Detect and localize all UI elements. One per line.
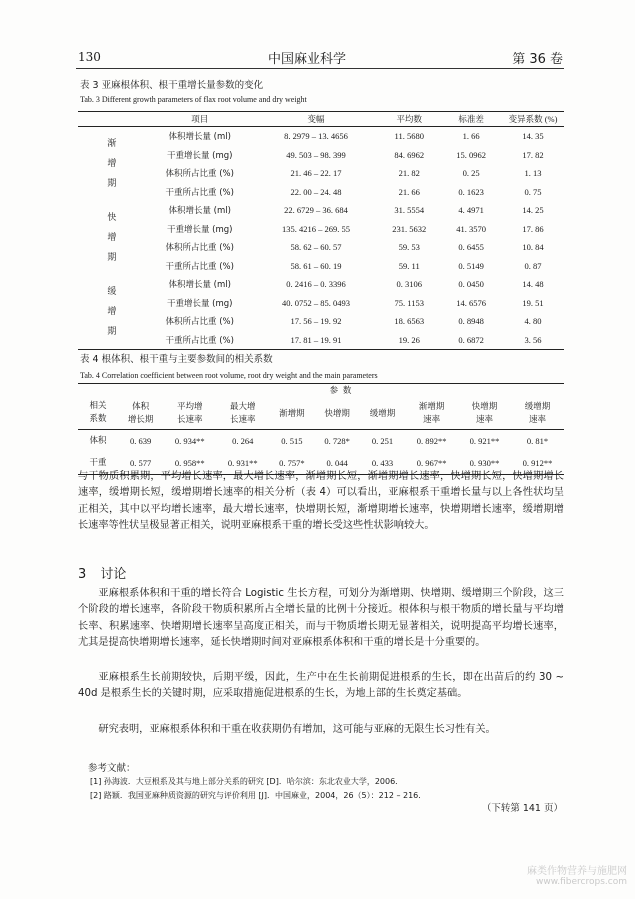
table4-header-cell: 渐增期	[269, 399, 314, 430]
table-cell: 17. 56 – 19. 92	[290, 316, 342, 327]
table-cell: 49. 503 – 98. 399	[286, 149, 346, 160]
table-cell: 体积所占比重 (%)	[165, 169, 234, 180]
continued-note: （下转第 141 页）	[481, 803, 563, 814]
table-row	[78, 146, 564, 165]
table-cell: 0. 81*	[526, 436, 549, 446]
table3-header-cell: 标准差	[440, 112, 502, 127]
table-cell: 0. 2416 – 0. 3396	[286, 279, 346, 290]
reference-item: [2] 路颖．我国亚麻种质资源的研究与评价利用 [J]．中国麻业，2004，26（5）：212 – 216．	[90, 791, 427, 800]
table-cell: 21. 82	[398, 168, 420, 179]
table-cell: 14. 6576	[456, 297, 487, 308]
table3-header-cell: 变异系数 (%)	[502, 112, 564, 127]
table-cell: 0. 728*	[324, 436, 350, 446]
journal-title: 中国麻业科学	[268, 52, 347, 67]
watermark-url: www.fibercrops.com	[536, 877, 627, 887]
table-cell: 17. 82	[522, 149, 544, 160]
table-cell: 15. 0962	[456, 149, 487, 160]
table-cell: 19. 26	[398, 334, 420, 345]
table-cell: 1. 13	[524, 168, 542, 179]
table-cell: 干重增长量 (mg)	[166, 150, 233, 161]
discussion-paragraph	[78, 586, 564, 652]
paragraph-text: 亚麻根系体积和干重的增长符合 Logistic 生长方程，可划分为渐增期、快增期、缓增期三个阶段，这三个阶段的增长速率，各阶段干物质积累所占全增长量的比例十分接近。根体积与根干物质的增长量与平均增长率、积累速率、快增期增长速率呈高度正相关，而与干物质增长期无显著相关，说明提高平均增长速率，尤其是提高快增期增长速率，延长快增期时间对亚麻根系体积和干重的增长是十分重要的。	[78, 588, 564, 649]
table-cell: 0. 931**	[227, 458, 258, 468]
table-cell: 干重增长量 (mg)	[166, 224, 233, 235]
table-cell: 0. 577	[130, 458, 152, 468]
table-cell: 58. 61 – 60. 19	[290, 260, 342, 271]
table4-header-cell: 快增期	[315, 399, 360, 430]
reference-item: [1] 孙海波．大豆根系及其与地上部分关系的研究 [D]．哈尔滨：东北农业大学，2006．	[90, 777, 404, 786]
table3-header-cell: 变幅	[254, 112, 379, 127]
paragraph-text: 亚麻根系生长前期较快，后期平缓，因此，生产中在生长前期促进根系的生长，即在出苗后的约 30 ~ 40d 是根系生长的关键时期，应采取措施促进根系的生长，为地上部的生长奠定基础。	[78, 672, 564, 700]
table-cell: 21. 66	[398, 186, 420, 197]
table-cell: 10. 84	[522, 242, 544, 253]
table-cell: 体积增长量 (ml)	[168, 206, 231, 217]
table-cell: 0. 75	[524, 186, 542, 197]
table-cell: 11. 5680	[394, 131, 424, 142]
table-cell: 0. 892**	[416, 436, 447, 446]
table4-caption-zh: 表 4 根体积、根干重与主要参数间的相关系数	[80, 354, 273, 365]
section-number: 3	[78, 567, 87, 582]
table-cell: 0. 0450	[458, 279, 484, 290]
table-row	[78, 312, 564, 331]
table-cell: 0. 1623	[458, 186, 484, 197]
watermark-text: 麻类作物营养与施肥网	[527, 866, 627, 877]
table-cell: 75. 1153	[394, 297, 424, 308]
table-cell: 18. 6563	[394, 316, 425, 327]
table-cell: 0. 934**	[174, 436, 205, 446]
table-cell: 4. 4971	[458, 205, 484, 216]
table-row	[78, 331, 564, 350]
table-cell: 0. 921**	[469, 436, 500, 446]
table-cell: 0. 25	[462, 168, 480, 179]
table-cell: 22. 00 – 24. 48	[290, 186, 342, 197]
table4-header-cell: 最大增 长速率	[216, 399, 269, 430]
table-cell: 0. 8948	[458, 316, 484, 327]
table-cell: 14. 35	[522, 131, 544, 142]
table-cell: 17. 86	[522, 223, 544, 234]
page-number: 130	[78, 50, 101, 64]
table3-header-cell: 项目	[146, 112, 254, 127]
table4-row-label: 体积	[89, 435, 107, 446]
table-cell: 8. 2979 – 13. 4656	[284, 131, 348, 142]
table-cell: 0. 967**	[416, 458, 447, 468]
table4-header-cell: 缓增期 速率	[511, 399, 564, 430]
table-row	[78, 127, 564, 146]
references-title: 参考文献：	[88, 763, 136, 774]
table-cell: 1. 66	[462, 131, 480, 142]
table-cell: 3. 56	[524, 334, 542, 345]
table4-header-cell: 快增期 速率	[458, 399, 511, 430]
table-cell: 31. 5554	[394, 205, 425, 216]
table-cell: 19. 51	[522, 297, 544, 308]
table4-header-cell: 体积 增长期	[118, 399, 163, 430]
table-cell: 干重增长量 (mg)	[166, 298, 233, 309]
table-row	[78, 220, 564, 239]
table-cell: 4. 80	[524, 316, 542, 327]
table4-header-cell: 缓增期	[360, 399, 405, 430]
table-cell: 体积所占比重 (%)	[165, 317, 234, 328]
table-row	[78, 238, 564, 257]
group-label: 渐 增 期	[107, 139, 117, 189]
table-row	[78, 275, 564, 294]
table-cell: 0. 930**	[469, 458, 500, 468]
table-cell: 0. 433	[371, 458, 394, 468]
table-cell: 0. 87	[524, 260, 542, 271]
table-cell: 0. 757*	[279, 458, 305, 468]
table-cell: 0. 912**	[522, 458, 553, 468]
table-cell: 21. 46 – 22. 17	[290, 168, 342, 179]
table-cell: 干重所占比重 (%)	[165, 335, 234, 346]
table-cell: 0. 6872	[458, 334, 484, 345]
table4	[78, 383, 564, 475]
table-cell: 0. 958**	[174, 458, 205, 468]
paragraph-text: 研究表明，亚麻根系体积和干重在收获期仍有增加，这可能与亚麻的无限生长习性有关。	[98, 724, 496, 735]
table-cell: 84. 6962	[394, 149, 425, 160]
table-cell: 0. 6455	[458, 242, 484, 253]
table-cell: 59. 53	[398, 242, 420, 253]
header-rule	[76, 68, 564, 69]
table-cell: 0. 5149	[458, 260, 484, 271]
table3-caption-en: Tab. 3 Different growth parameters of flax root volume and dry weight	[80, 95, 307, 104]
table-row	[78, 201, 564, 220]
table-cell: 体积所占比重 (%)	[165, 243, 234, 254]
table4-row-label: 干重	[89, 457, 107, 468]
table-cell: 0. 264	[232, 436, 254, 446]
table-cell: 0. 251	[371, 436, 394, 446]
table4-caption-en: Tab. 4 Correlation coefficient between root volume, root dry weight and the main parameters	[80, 371, 378, 380]
discussion-paragraph	[78, 722, 564, 738]
table4-span-header: 参 数	[329, 386, 353, 396]
table-row	[78, 257, 564, 276]
group-label: 缓 增 期	[107, 287, 117, 337]
table-cell: 59. 11	[398, 260, 420, 271]
group-label: 快 增 期	[107, 213, 117, 263]
table-cell: 体积增长量 (ml)	[168, 132, 231, 143]
paragraph-text: 与干物质积累期，平均增长速率，最大增长速率，渐增期长短，渐增期增长速率，快增期长短，快增期增长速率，缓增期长短，缓增期增长速率的相关分析（表 4）可以看出，亚麻根系干重增长量与以上各性状均呈正相关，其中以平均增长速率，最大增长速率，快增期长短，渐增期增长速率，快增期增长速率，缓增期增长速率等性状呈极显著正相关，说明亚麻根系干重的增长受这些性状影响较大。	[78, 471, 564, 532]
table-cell: 22. 6729 – 36. 684	[284, 205, 348, 216]
table-cell: 干重所占比重 (%)	[165, 261, 234, 272]
table3-header-cell	[78, 112, 146, 127]
table-cell: 0. 3106	[396, 279, 423, 290]
table-cell: 135. 4216 – 269. 55	[281, 223, 350, 234]
discussion-paragraph	[78, 670, 564, 703]
table-row	[78, 164, 564, 183]
table-cell: 0. 044	[326, 458, 348, 468]
table-cell: 0. 515	[281, 436, 303, 446]
table4-header-cell: 平均增 长速率	[163, 399, 216, 430]
table-cell: 41. 3570	[456, 223, 487, 234]
table-cell: 14. 25	[522, 205, 544, 216]
table-cell: 58. 62 – 60. 57	[290, 242, 342, 253]
table-cell: 40. 0752 – 85. 0493	[281, 297, 350, 308]
table3-header-cell: 平均数	[378, 112, 440, 127]
table3	[78, 111, 564, 350]
section-title: 讨论	[100, 567, 127, 582]
table-cell: 0. 639	[130, 436, 152, 446]
table-cell: 231. 5632	[392, 223, 427, 234]
table4-header-cell: 渐增期 速率	[405, 399, 458, 430]
body-paragraph	[78, 469, 564, 535]
table-cell: 干重所占比重 (%)	[165, 187, 234, 198]
section-heading	[78, 563, 126, 582]
table-cell: 体积增长量 (ml)	[168, 280, 231, 291]
table-row	[78, 294, 564, 313]
table-cell: 17. 81 – 19. 91	[290, 334, 342, 345]
table3-caption-zh: 表 3 亚麻根体积、根干重增长量参数的变化	[80, 80, 264, 91]
table4-row-header: 相关 系数	[78, 384, 118, 430]
table-cell: 14. 48	[522, 279, 544, 290]
volume-label: 第 36 卷	[512, 52, 563, 67]
table-row	[78, 430, 564, 453]
table-row	[78, 183, 564, 202]
